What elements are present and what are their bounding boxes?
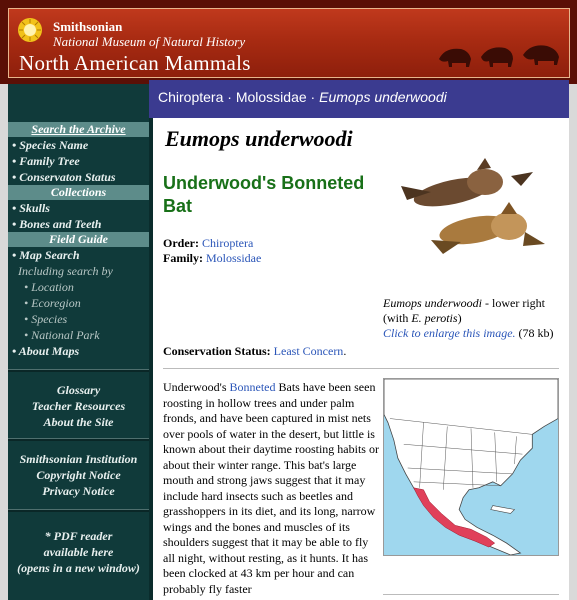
sidebar-gap [8, 441, 149, 451]
pdf-line[interactable]: (opens in a new window) [17, 561, 140, 575]
sidebar-link-label[interactable]: Location [31, 280, 74, 294]
enlarge-image-link[interactable]: Click to enlarge this image. [383, 326, 516, 340]
muskox-silhouettes-image [435, 39, 561, 75]
sidebar-link-family-tree[interactable]: • Family Tree [12, 154, 80, 168]
caption-text: ) [457, 311, 462, 325]
sidebar-link-label[interactable]: Family Tree [19, 154, 80, 168]
sidebar-link-label[interactable]: Map Search [19, 248, 80, 262]
breadcrumb-sep: · [223, 89, 236, 105]
sidebar-link-label[interactable]: About Maps [18, 344, 80, 358]
sidebar-link-glossary[interactable]: Glossary [56, 383, 101, 397]
sidebar-link-pdf-reader[interactable] [8, 528, 149, 576]
order-link[interactable]: Chiroptera [201, 236, 254, 250]
common-name: Underwood's Bonneted Bat [163, 173, 365, 216]
divider [163, 368, 559, 369]
family-link[interactable]: Molossidae [206, 251, 262, 265]
conservation-status [163, 344, 346, 359]
caption-species: Eumops underwoodi [383, 296, 482, 310]
image-caption [383, 296, 563, 341]
sidebar-gap [8, 430, 149, 438]
sidebar-link-privacy[interactable]: Privacy Notice [42, 484, 115, 498]
caption-text: - lower right (with [383, 296, 545, 325]
sidebar-link-conservation-status[interactable]: • Conservaton Status [12, 170, 116, 184]
sidebar-link-national-park[interactable]: • National Park [24, 328, 100, 342]
sidebar-link-label[interactable]: National Park [31, 328, 100, 342]
sidebar-link-map-search[interactable]: • Map Search [12, 248, 80, 262]
smithsonian-sun-logo[interactable] [17, 17, 43, 43]
sidebar [8, 84, 149, 600]
sidebar-link-label[interactable]: Skulls [19, 201, 50, 215]
bonneted-link[interactable]: Bonneted [229, 380, 276, 394]
main-content [149, 118, 569, 600]
breadcrumb-sep: · [306, 89, 320, 105]
sidebar-link-bones-teeth[interactable]: • Bones and Teeth [12, 217, 102, 231]
sidebar-including-text: Including search by [18, 264, 113, 278]
pdf-line[interactable]: * PDF reader [44, 529, 113, 543]
status-label: Conservation Status: [163, 344, 271, 358]
sidebar-link-species[interactable]: • Species [24, 312, 68, 326]
status-end: . [343, 344, 347, 358]
sidebar-spacer [8, 84, 149, 122]
sidebar-link-about-maps[interactable]: • About Maps [12, 344, 80, 358]
sidebar-link-location[interactable]: • Location [24, 280, 74, 294]
sidebar-link-ecoregion[interactable]: • Ecoregion [24, 296, 81, 310]
pdf-line[interactable]: available here [43, 545, 114, 559]
upper-bat [401, 158, 533, 212]
sidebar-link-skulls[interactable]: • Skulls [12, 201, 50, 215]
description-text [163, 380, 379, 597]
museum-label[interactable]: National Museum of Natural History [53, 34, 246, 49]
order-label: Order: [163, 236, 199, 250]
smithsonian-label[interactable]: Smithsonian [53, 19, 123, 34]
sidebar-link-copyright[interactable]: Copyright Notice [36, 468, 121, 482]
bat-photo-image[interactable] [391, 156, 551, 262]
sidebar-head-field-guide: Field Guide [8, 232, 149, 247]
family-row [163, 251, 261, 266]
sidebar-link-label[interactable]: Conservaton Status [19, 170, 116, 184]
status-link[interactable]: Least Concern [273, 344, 344, 358]
site-header [0, 0, 577, 84]
order-row [163, 236, 261, 251]
sidebar-link-label[interactable]: Ecoregion [31, 296, 81, 310]
sidebar-gap [8, 359, 149, 369]
sidebar-head-collections: Collections [8, 185, 149, 200]
sidebar-link-label[interactable]: Species [31, 312, 68, 326]
desc-part: Underwood's [163, 380, 230, 394]
sidebar-link-smithsonian[interactable]: Smithsonian Institution [19, 452, 138, 466]
breadcrumb-species: Eumops underwoodi [319, 89, 447, 105]
site-title[interactable]: North American Mammals [19, 51, 251, 75]
breadcrumb [149, 80, 569, 118]
sidebar-link-label[interactable]: Bones and Teeth [19, 217, 102, 231]
page-title: Eumops underwoodi [165, 126, 353, 151]
sidebar-link-about-site[interactable]: About the Site [43, 415, 114, 429]
caption-other-species: E. perotis [411, 311, 458, 325]
sidebar-gap [8, 499, 149, 509]
sidebar-gap [8, 512, 149, 528]
sidebar-head-search[interactable]: Search the Archive [8, 122, 149, 137]
desc-part: Bats have been seen roosting in hollow trees and under palm fronds, and have been captured in mist nets over pools of water in the desert, but little is known about their daytime roosting habits or about their winter range. This bat's large mouth and strong jaws suggest that it may include hard insects such as beetles and grasshoppers in its diet, and its long, narrow wings and the bones and muscles of its shoulders suggest that it may be able to fly all night, without resting, as it hunts. It has been clocked at 43 km per hour and can probably fly faster [163, 380, 379, 596]
sidebar-link-species-name[interactable]: • Species Name [12, 138, 89, 152]
header-banner[interactable] [8, 8, 570, 78]
image-size: (78 kb) [515, 326, 554, 340]
sidebar-link-teacher-resources[interactable]: Teacher Resources [31, 399, 126, 413]
sidebar-gap [8, 372, 149, 382]
sidebar-link-label[interactable]: Species Name [19, 138, 89, 152]
lower-bat [431, 202, 545, 254]
breadcrumb-family[interactable]: Molossidae [235, 89, 307, 105]
taxonomy-block [163, 236, 261, 266]
family-label: Family: [163, 251, 203, 265]
range-map-image[interactable] [383, 378, 559, 556]
breadcrumb-order[interactable]: Chiroptera [158, 89, 224, 105]
divider [383, 594, 559, 595]
